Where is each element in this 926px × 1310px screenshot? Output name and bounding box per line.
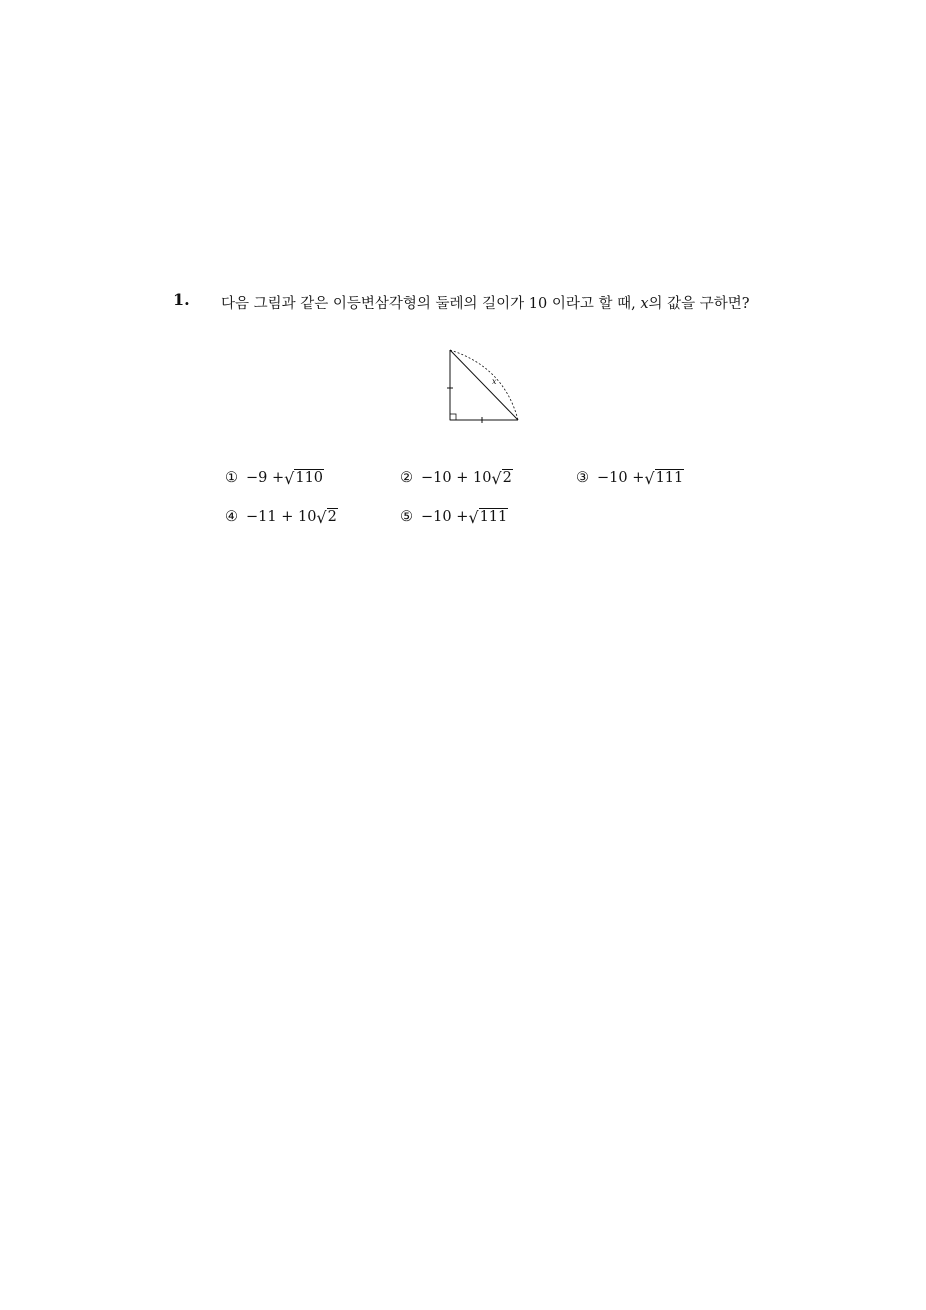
choice-1-radicand: 110	[295, 470, 324, 486]
sqrt-symbol: √ 2	[491, 468, 512, 488]
sqrt-symbol: √ 111	[644, 468, 684, 488]
question-text-after: 의 값을 구하면?	[648, 296, 750, 312]
isosceles-right-triangle-figure	[440, 345, 530, 425]
choice-1[interactable]	[225, 469, 324, 487]
choice-5[interactable]	[400, 508, 508, 526]
choice-4-mark: ④	[225, 508, 238, 525]
choice-2-prefix: −10 + 10	[421, 469, 492, 486]
choice-3-mark: ③	[576, 469, 589, 486]
problem-1	[0, 0, 926, 600]
hypotenuse-label: x	[492, 377, 497, 386]
choice-4-prefix: −11 + 10	[246, 508, 317, 525]
sqrt-symbol: √ 2	[316, 507, 337, 527]
question-variable: x	[640, 296, 649, 312]
choice-1-mark: ①	[225, 469, 238, 486]
right-angle-mark	[450, 414, 456, 420]
choice-4[interactable]	[225, 508, 338, 526]
hypotenuse	[450, 350, 518, 420]
question-text-before: 다음 그림과 같은 이등변삼각형의 둘레의 길이가 10 이라고 할 때,	[221, 296, 641, 312]
choice-5-prefix: −10 +	[421, 508, 469, 525]
question-number: 1.	[173, 290, 190, 309]
sqrt-symbol: √ 110	[284, 468, 324, 488]
choice-2-radicand: 2	[502, 470, 512, 486]
choice-5-mark: ⑤	[400, 508, 413, 525]
choice-5-radicand: 111	[479, 509, 508, 525]
choice-3-prefix: −10 +	[597, 469, 645, 486]
choice-1-prefix: −9 +	[246, 469, 285, 486]
sqrt-symbol: √ 111	[468, 507, 508, 527]
choice-4-radicand: 2	[327, 509, 337, 525]
choice-2[interactable]	[400, 469, 513, 487]
choice-3-radicand: 111	[655, 470, 684, 486]
choice-3[interactable]	[576, 469, 684, 487]
choice-2-mark: ②	[400, 469, 413, 486]
question-text	[221, 290, 751, 318]
